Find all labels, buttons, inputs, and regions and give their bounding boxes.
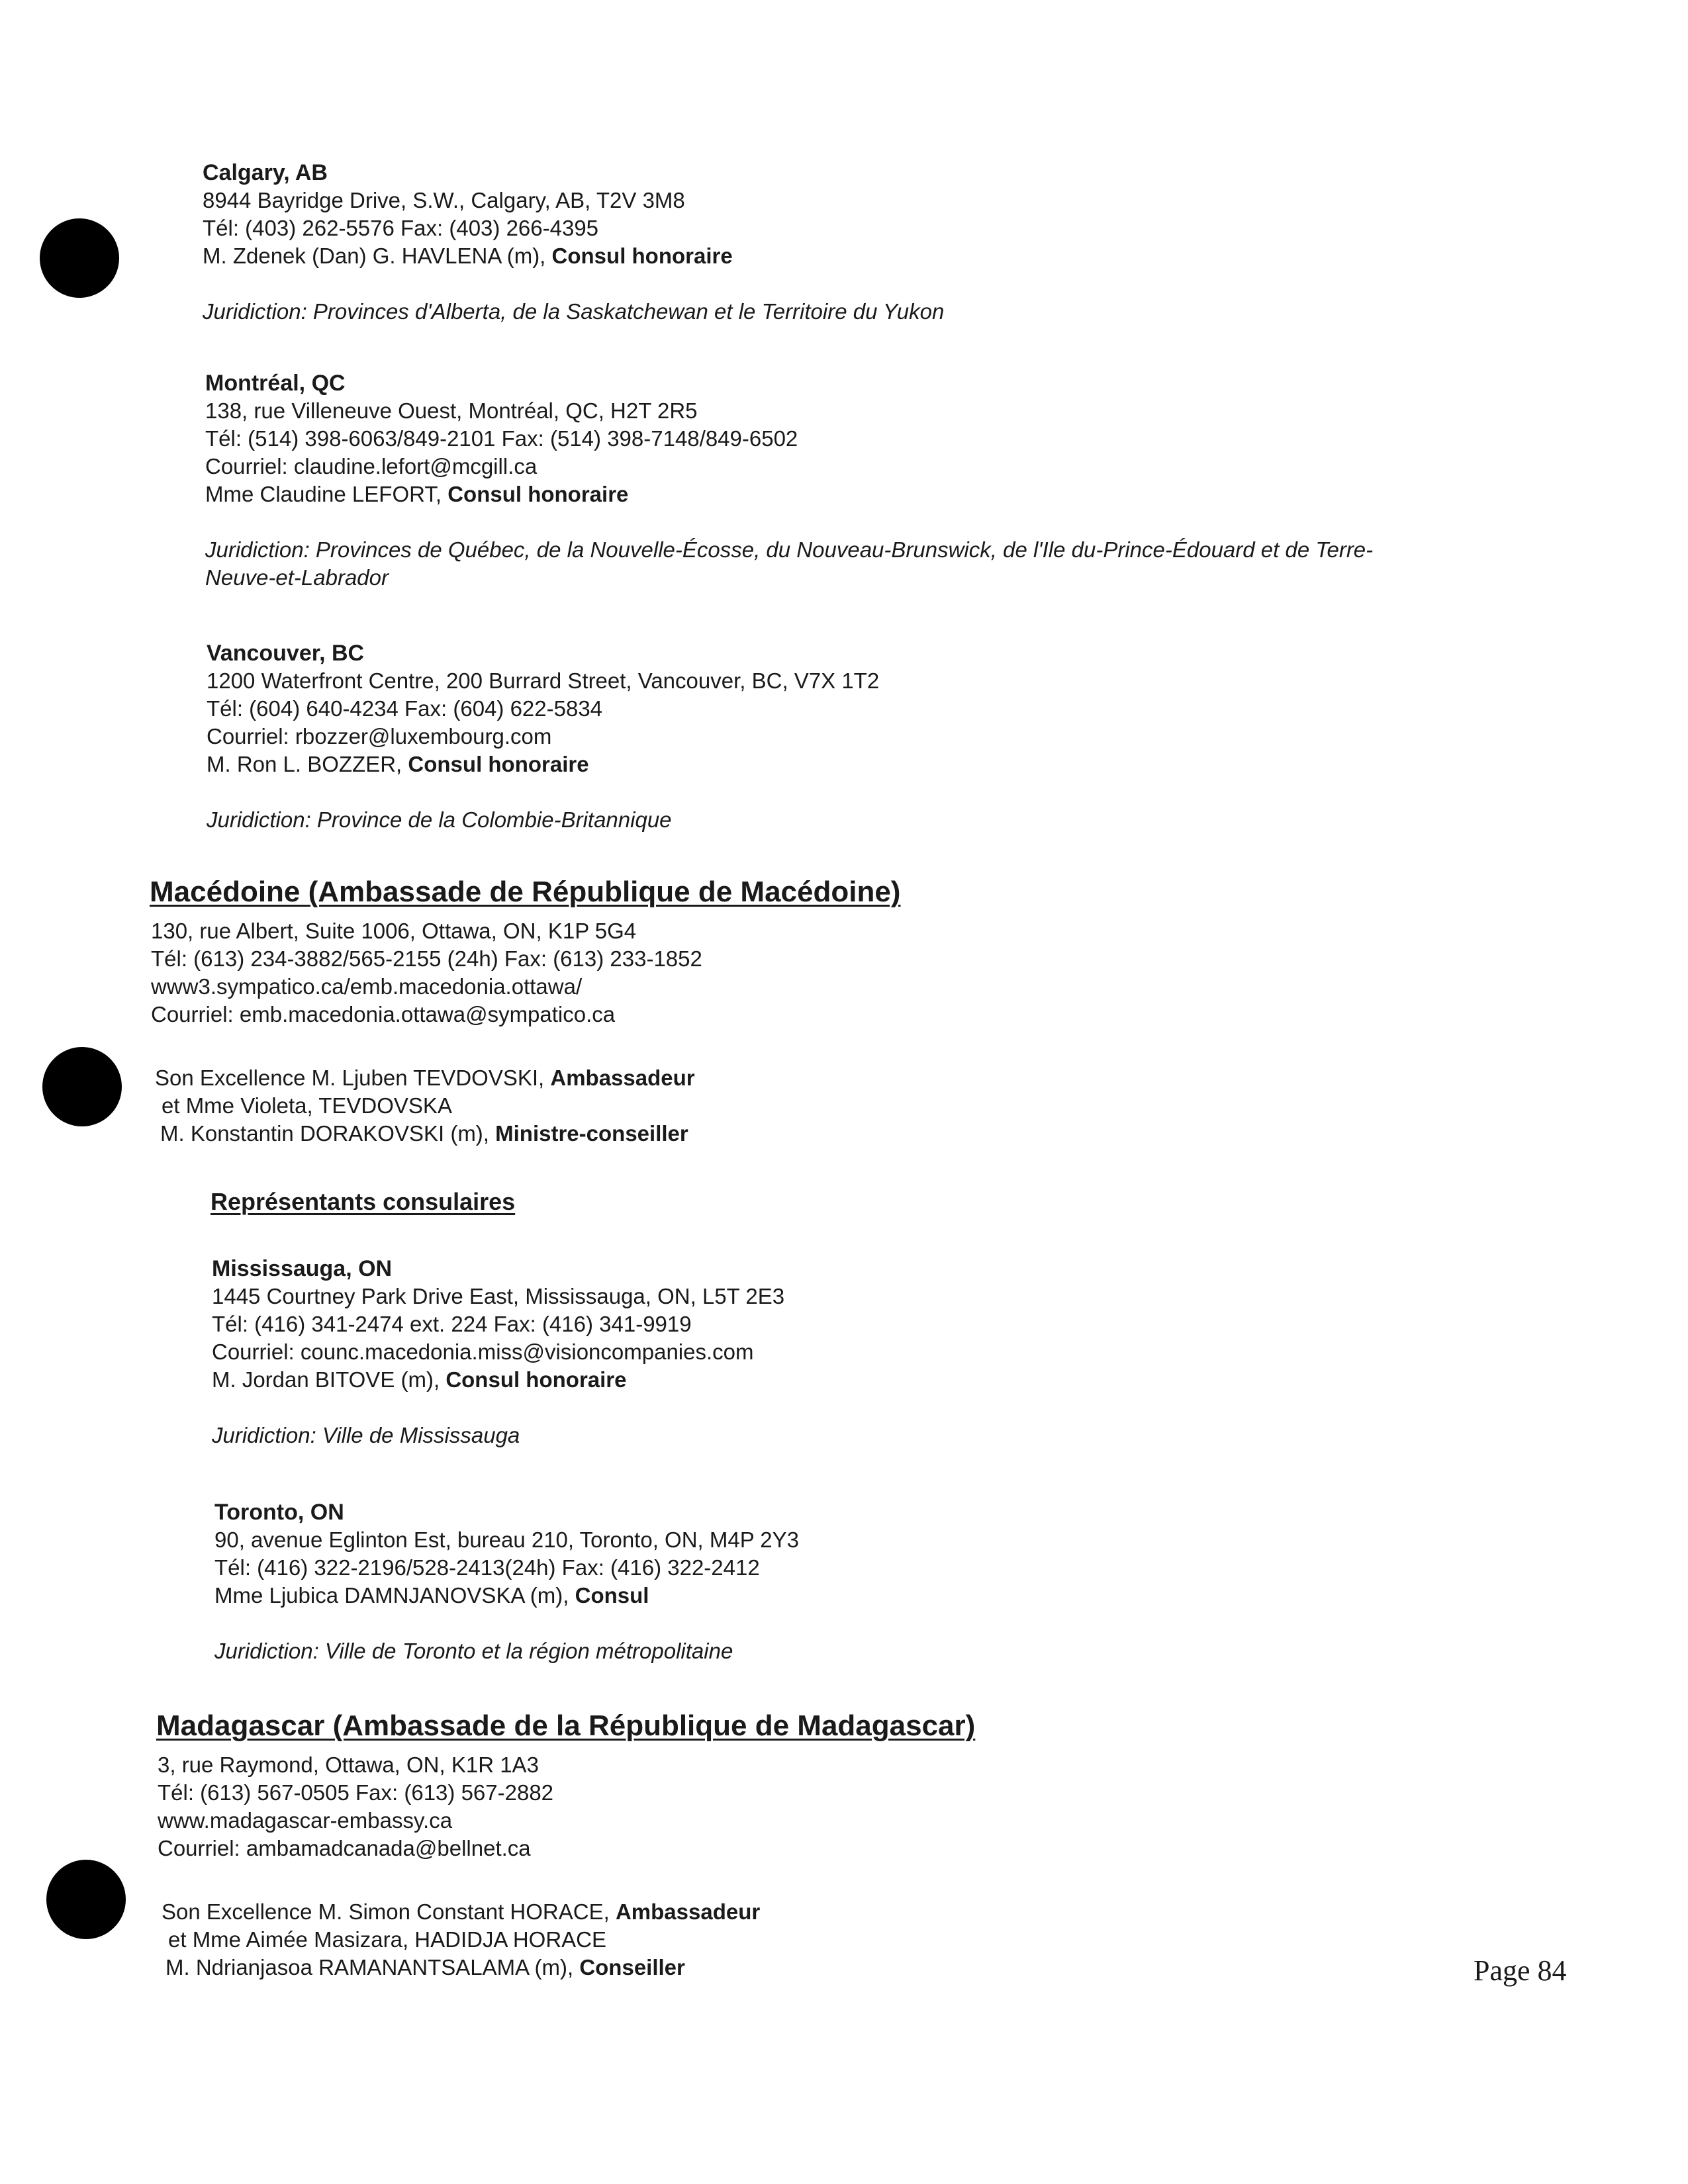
address: 1445 Courtney Park Drive East, Mississauga, ON, L5T 2E3 <box>212 1284 785 1308</box>
website: www.madagascar-embassy.ca <box>158 1808 453 1833</box>
city-name: Mississauga, ON <box>212 1256 393 1281</box>
consulate-calgary <box>203 159 944 326</box>
consulate-vancouver <box>207 639 879 834</box>
phone-fax: Tél: (613) 567-0505 Fax: (613) 567-2882 <box>158 1780 554 1805</box>
consul-entry <box>212 1366 784 1394</box>
consul-title: Consul honoraire <box>408 752 589 776</box>
consul-title: Consul honoraire <box>447 482 629 506</box>
email: Courriel: claudine.lefort@mcgill.ca <box>205 454 538 478</box>
consul-title: Consul <box>575 1583 649 1608</box>
punch-hole-bottom <box>46 1860 126 1939</box>
consul-entry <box>205 480 1373 508</box>
page-number: Page 84 <box>1474 1954 1567 1987</box>
email: Courriel: ambamadcanada@bellnet.ca <box>158 1836 531 1860</box>
address: 130, rue Albert, Suite 1006, Ottawa, ON, K1P 5G4 <box>151 919 637 943</box>
address: 8944 Bayridge Drive, S.W., Calgary, AB, T2V 3M8 <box>203 188 685 212</box>
counsellor-title: Conseiller <box>579 1955 685 1979</box>
city-name: Calgary, AB <box>203 160 328 185</box>
city-name: Vancouver, BC <box>207 641 365 666</box>
city-name: Montréal, QC <box>205 371 346 396</box>
consul-entry <box>203 242 944 270</box>
minister-title: Ministre-conseiller <box>495 1121 688 1146</box>
address: 3, rue Raymond, Ottawa, ON, K1R 1A3 <box>158 1752 539 1777</box>
spouse: et Mme Violeta, TEVDOVSKA <box>162 1093 452 1118</box>
minister-name: M. Konstantin DORAKOVSKI (m), <box>160 1121 496 1146</box>
section-heading-macedoine: Macédoine (Ambassade de République de Macédoine) <box>150 876 901 908</box>
ambassador-title: Ambassadeur <box>615 1899 761 1924</box>
phone-fax: Tél: (416) 322-2196/528-2413(24h) Fax: (416) 322-2412 <box>214 1555 760 1580</box>
minister-entry <box>155 1120 695 1148</box>
jurisdiction: Juridiction: Ville de Mississauga <box>212 1423 520 1447</box>
consul-name: Mme Ljubica DAMNJANOVSKA (m), <box>214 1583 575 1608</box>
jurisdiction: Juridiction: Ville de Toronto et la région métropolitaine <box>214 1639 733 1663</box>
ambassador-title: Ambassadeur <box>550 1066 695 1090</box>
website: www3.sympatico.ca/emb.macedonia.ottawa/ <box>151 974 583 999</box>
section-heading-madagascar: Madagascar (Ambassade de la République de Madagascar) <box>156 1709 976 1742</box>
ambassador-entry <box>155 1064 695 1092</box>
address: 1200 Waterfront Centre, 200 Burrard Street, Vancouver, BC, V7X 1T2 <box>207 668 880 693</box>
punch-hole-middle <box>42 1047 122 1126</box>
jurisdiction-line-2: Neuve-et-Labrador <box>205 565 389 590</box>
address: 90, avenue Eglinton Est, bureau 210, Toronto, ON, M4P 2Y3 <box>214 1527 800 1552</box>
phone-fax: Tél: (514) 398-6063/849-2101 Fax: (514) 398-7148/849-6502 <box>205 426 798 451</box>
consulate-mississauga <box>212 1255 784 1449</box>
consul-name: M. Zdenek (Dan) G. HAVLENA (m), <box>203 244 552 268</box>
jurisdiction: Juridiction: Provinces d'Alberta, de la Saskatchewan et le Territoire du Yukon <box>203 299 945 324</box>
phone-fax: Tél: (604) 640-4234 Fax: (604) 622-5834 <box>207 696 603 721</box>
consul-title: Consul honoraire <box>551 244 733 268</box>
phone-fax: Tél: (403) 262-5576 Fax: (403) 266-4395 <box>203 216 599 240</box>
consul-entry <box>207 751 879 778</box>
consul-title: Consul honoraire <box>445 1367 627 1392</box>
consul-name: Mme Claudine LEFORT, <box>205 482 448 506</box>
jurisdiction-line-1: Juridiction: Provinces de Québec, de la Nouvelle-Écosse, du Nouveau-Brunswick, de l'Ile du-Prince-Édouard et de Terre- <box>205 537 1374 562</box>
embassy-madagascar <box>158 1751 553 1862</box>
spouse: et Mme Aimée Masizara, HADIDJA HORACE <box>168 1927 606 1952</box>
email: Courriel: counc.macedonia.miss@visioncompanies.com <box>212 1340 754 1364</box>
embassy-macedoine <box>151 917 702 1028</box>
ambassador-entry <box>162 1898 760 1926</box>
jurisdiction: Juridiction: Province de la Colombie-Britannique <box>207 807 672 832</box>
consulate-montreal <box>205 369 1373 592</box>
phone-fax: Tél: (416) 341-2474 ext. 224 Fax: (416) 341-9919 <box>212 1312 692 1336</box>
macedoine-staff <box>155 1064 695 1148</box>
email: Courriel: emb.macedonia.ottawa@sympatico.ca <box>151 1002 616 1026</box>
ambassador-name: Son Excellence M. Simon Constant HORACE, <box>162 1899 616 1924</box>
consul-name: M. Jordan BITOVE (m), <box>212 1367 446 1392</box>
counsellor-entry <box>162 1954 760 1981</box>
madagascar-staff <box>162 1898 760 1981</box>
consular-representatives-heading: Représentants consulaires <box>211 1188 516 1215</box>
counsellor-name: M. Ndrianjasoa RAMANANTSALAMA (m), <box>165 1955 580 1979</box>
address: 138, rue Villeneuve Ouest, Montréal, QC, H2T 2R5 <box>205 398 698 423</box>
punch-hole-top <box>40 218 119 298</box>
consul-name: M. Ron L. BOZZER, <box>207 752 408 776</box>
city-name: Toronto, ON <box>214 1500 344 1525</box>
phone-fax: Tél: (613) 234-3882/565-2155 (24h) Fax: (613) 233-1852 <box>151 946 702 971</box>
ambassador-name: Son Excellence M. Ljuben TEVDOVSKI, <box>155 1066 551 1090</box>
email: Courriel: rbozzer@luxembourg.com <box>207 724 552 749</box>
consul-entry <box>214 1582 799 1610</box>
consulate-toronto <box>214 1498 799 1665</box>
